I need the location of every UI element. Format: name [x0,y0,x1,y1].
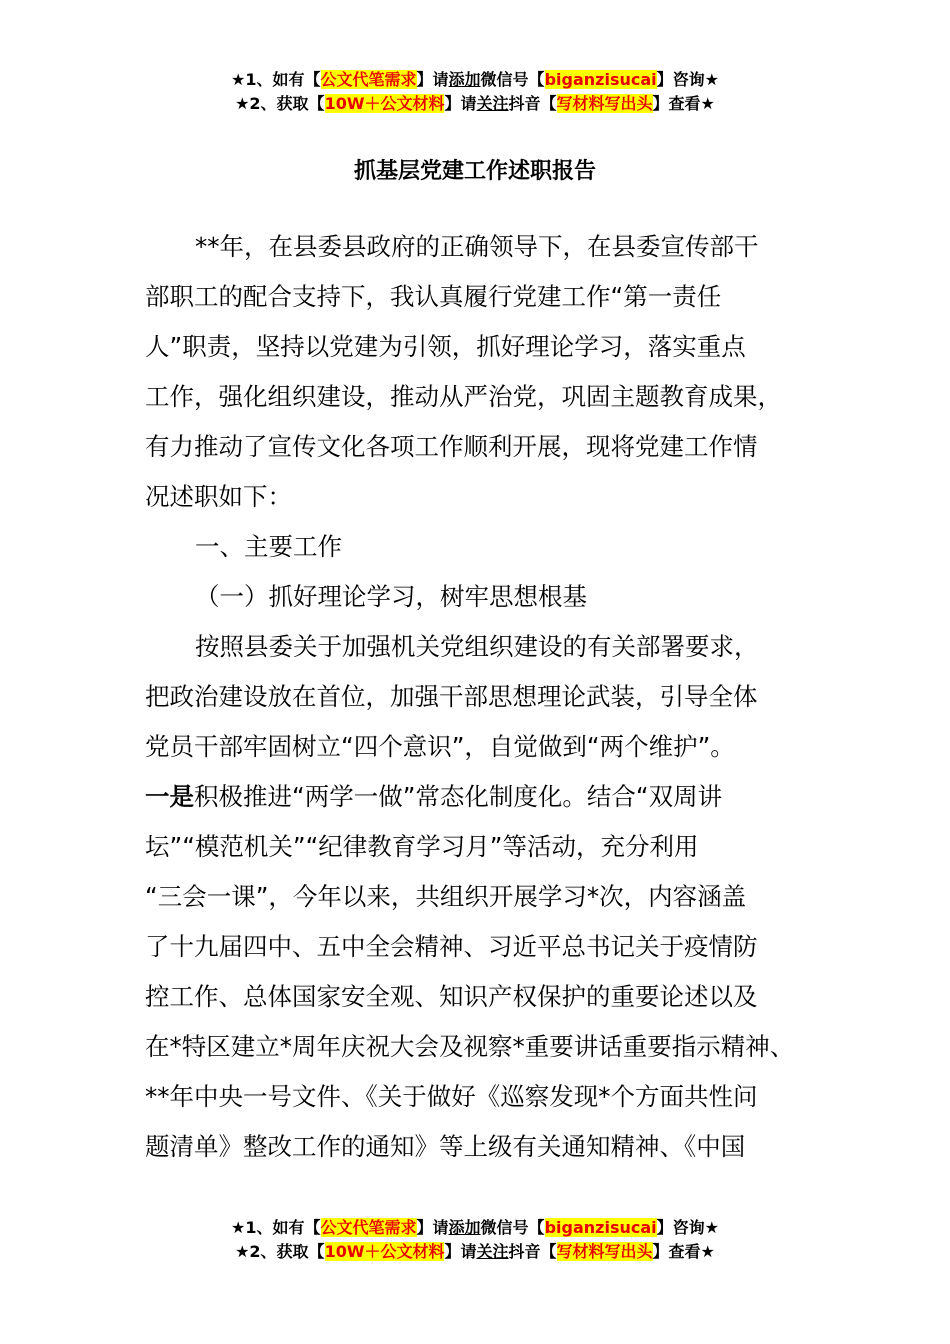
banner-highlight: biganzisucai [544,1218,657,1237]
banner-highlight: 10W＋公文材料 [324,94,445,113]
body-line [145,772,815,822]
document-title: 抓基层党建工作述职报告 [353,159,596,184]
banner-text: 微信号【 [480,70,545,89]
banner-highlight: 写材料写出头 [556,1242,653,1261]
body-line: “三会一课”，今年以来，共组织开展学习*次，内容涵盖 [145,882,747,911]
subsection-heading: （一）抓好理论学习，树牢思想根基 [195,582,587,611]
banner-text: ★2、获取【 [235,94,325,113]
body-line: 把政治建设放在首位，加强干部思想理论武装，引导全体 [145,682,758,711]
body-line: 党员干部牢固树立“四个意识”，自觉做到“两个维护”。 [145,732,735,761]
banner-line-1 [0,68,950,92]
banner-text: ★2、获取【 [235,1242,325,1261]
body-line: 控工作、总体国家安全观、知识产权保护的重要论述以及 [145,982,758,1011]
body-line: 人”职责，坚持以党建为引领，抓好理论学习，落实重点 [145,332,746,361]
banner-underlined: 添加 [448,1218,481,1237]
document-body [145,222,815,1172]
body-line: 况述职如下： [145,482,292,511]
banner-highlight: biganzisucai [544,70,657,89]
body-line: 部职工的配合支持下，我认真履行党建工作“第一责任 [145,282,722,311]
banner-highlight: 公文代笔需求 [320,1218,417,1237]
banner-underlined: 添加 [448,70,481,89]
body-line: **年中央一号文件、《关于做好《巡察发现*个方面共性问 [145,1082,758,1111]
banner-underlined: 关注 [476,1242,509,1261]
banner-highlight: 10W＋公文材料 [324,1242,445,1261]
banner-underlined: 关注 [476,94,509,113]
body-line: 题清单》整改工作的通知》等上级有关通知精神、《中国 [145,1132,746,1161]
body-line-text: 积极推进“两学一做”常态化制度化。结合“双周讲 [194,782,723,811]
banner-text: ★1、如有【 [231,1218,321,1237]
body-line: 有力推动了宣传文化各项工作顺利开展，现将党建工作情 [145,432,758,461]
section-heading: 一、主要工作 [195,532,342,561]
banner-text: 抖音【 [508,1242,557,1261]
body-line: 了十九届四中、五中全会精神、习近平总书记关于疫情防 [145,932,758,961]
banner-line-2 [0,1240,950,1264]
banner-line-2 [0,92,950,116]
banner-text: 】请 [444,94,477,113]
banner-text: 抖音【 [508,94,557,113]
body-line: 在*特区建立*周年庆祝大会及视察*重要讲话重要指示精神、 [145,1032,795,1061]
banner-highlight: 公文代笔需求 [320,70,417,89]
body-line: 按照县委关于加强机关党组织建设的有关部署要求， [195,632,759,661]
banner-text: 】请 [416,70,449,89]
banner-line-1 [0,1216,950,1240]
banner-text: 】请 [416,1218,449,1237]
body-line: 坛”“模范机关”“纪律教育学习月”等活动，充分利用 [145,832,699,861]
header-banner [0,68,950,116]
banner-text: 】咨询★ [656,1218,719,1237]
banner-text: 】查看★ [652,1242,715,1261]
banner-text: 】请 [444,1242,477,1261]
body-line: 工作，强化组织建设，推动从严治党，巩固主题教育成果， [145,382,782,411]
bold-lead: 一是 [145,782,194,811]
body-line: **年，在县委县政府的正确领导下，在县委宣传部干 [195,232,759,261]
footer-banner [0,1216,950,1264]
banner-text: 】查看★ [652,94,715,113]
banner-text: 】咨询★ [656,70,719,89]
banner-text: ★1、如有【 [231,70,321,89]
banner-text: 微信号【 [480,1218,545,1237]
banner-highlight: 写材料写出头 [556,94,653,113]
